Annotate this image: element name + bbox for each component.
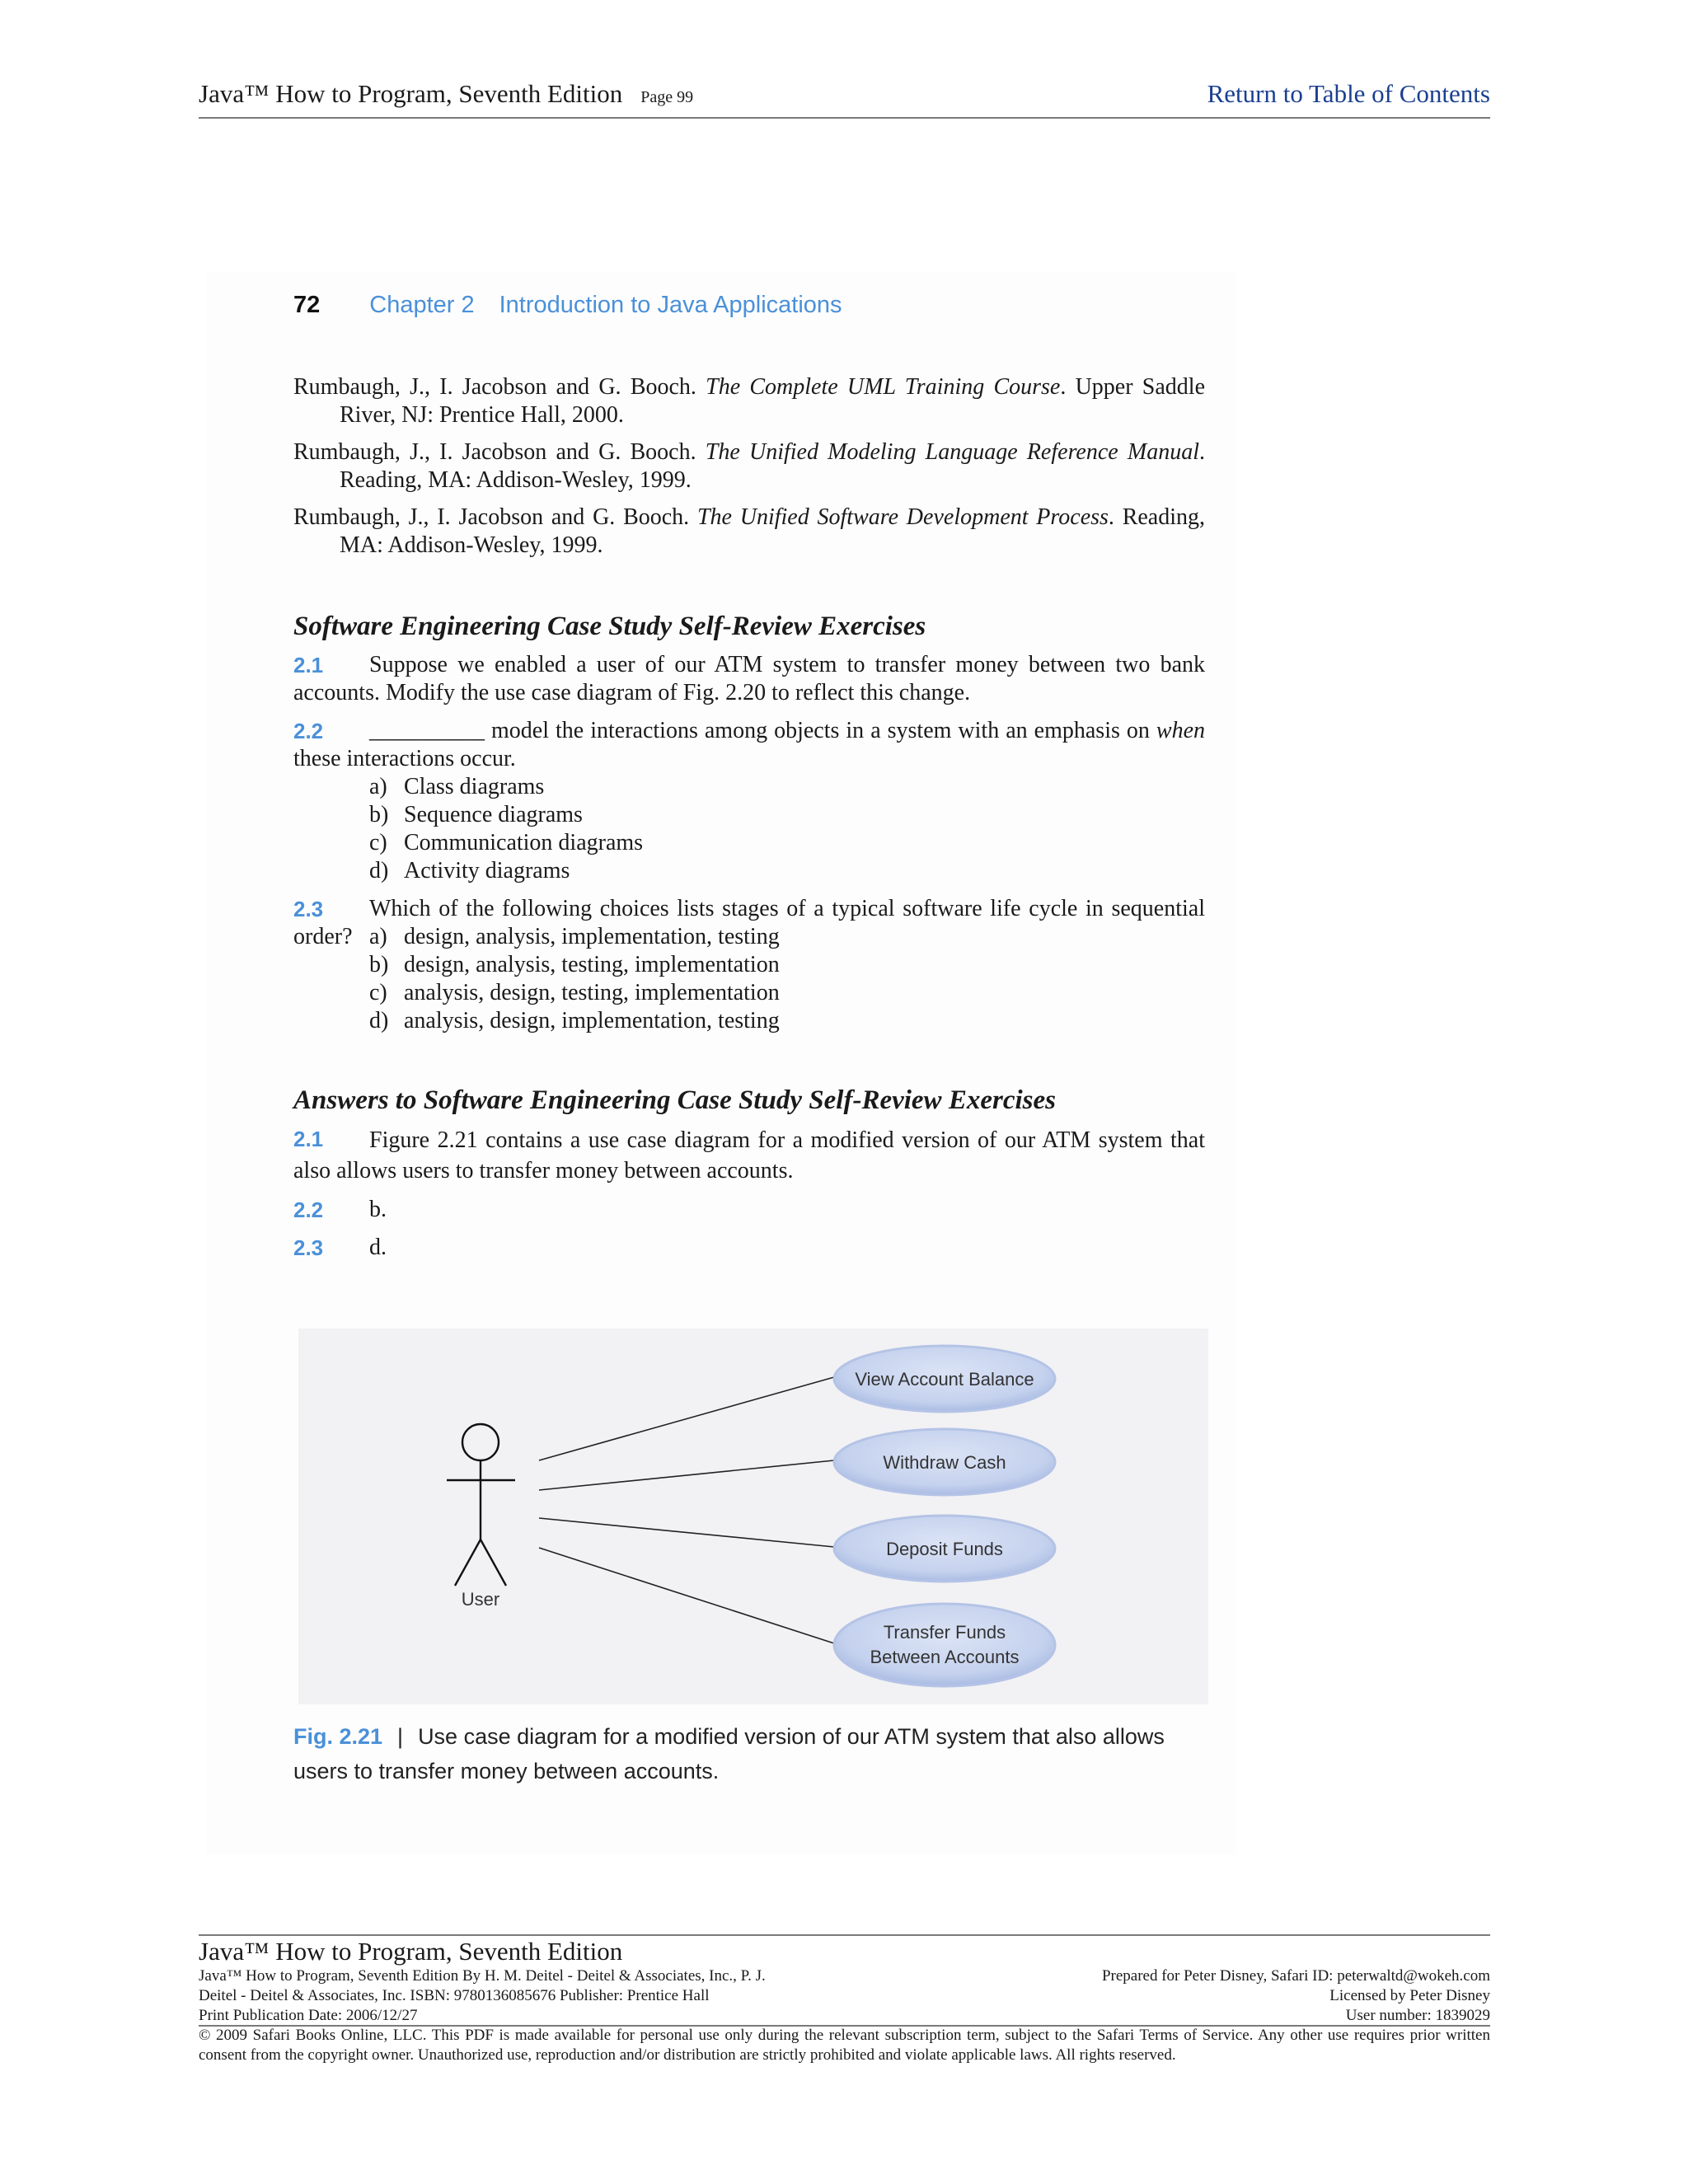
exercise-text: Suppose we enabled a user of our ATM system to transfer money between two bank accounts. Modify the use case diagram of Fig. 2.20 to reflect this change. <box>293 652 1205 705</box>
chapter-number: Chapter 2 <box>369 292 475 318</box>
actor-user-figure <box>447 1424 515 1586</box>
reference-details: . Upper Saddle River, NJ: Prentice Hall, 2000. <box>340 374 1205 428</box>
figure-caption-text: Use case diagram for a modified version of our ATM system that also allows users to transfer money between accounts. <box>293 1724 1165 1783</box>
choice-letter: b) <box>369 802 389 827</box>
answer-text: d. <box>369 1235 387 1260</box>
exercise-number: 2.3 <box>293 897 324 921</box>
footer-license-info: Licensed by Peter Disney <box>1329 1987 1490 2004</box>
reference-details: . Reading, MA: Addison-Wesley, 1999. <box>340 504 1206 558</box>
choice-item <box>369 1007 780 1035</box>
association-line <box>539 1460 834 1490</box>
exercise-text: Which of the following choices lists stages of a typical software life cycle in sequential order? <box>293 896 1205 949</box>
footer-book-info: Print Publication Date: 2006/12/27 <box>199 2007 418 2024</box>
document-title-text: Java™ How to Program, Seventh Edition <box>199 79 623 108</box>
exercise-text-part: these interactions occur. <box>293 746 516 771</box>
use-case-label: Deposit Funds <box>886 1539 1003 1559</box>
choice-text: Activity diagrams <box>404 858 570 883</box>
choice-letter: a) <box>369 774 387 799</box>
document-title <box>199 77 693 114</box>
footer-book-info: Java™ How to Program, Seventh Edition By H. M. Deitel - Deitel & Associates, Inc., P. J. <box>199 1967 766 1985</box>
choice-letter: d) <box>369 858 389 883</box>
choice-letter: c) <box>369 980 387 1005</box>
choice-item <box>369 857 570 885</box>
choice-text: Class diagrams <box>404 774 545 799</box>
chapter-title: Introduction to Java Applications <box>499 292 842 318</box>
answer-text: b. <box>369 1197 387 1222</box>
choice-text: design, analysis, testing, implementation <box>404 952 780 977</box>
answer-number: 2.2 <box>293 1197 324 1222</box>
reference-authors: Rumbaugh, J., I. Jacobson and G. Booch. <box>293 504 697 530</box>
reference-authors: Rumbaugh, J., I. Jacobson and G. Booch. <box>293 439 706 465</box>
answer-number: 2.3 <box>293 1235 324 1260</box>
answer-text: Figure 2.21 contains a use case diagram for a modified version of our ATM system that also allows users to transfer money between accounts. <box>293 1127 1205 1183</box>
reference-title: The Unified Software Development Process <box>696 504 1109 530</box>
choice-text: analysis, design, testing, implementation <box>404 980 780 1005</box>
choice-item <box>369 923 780 951</box>
exercise-number: 2.2 <box>293 719 324 743</box>
choice-item <box>369 951 780 979</box>
choice-letter: a) <box>369 924 387 949</box>
use-case-transfer-funds <box>834 1604 1055 1686</box>
association-line <box>539 1377 834 1460</box>
association-line <box>539 1518 834 1547</box>
reference-title: The Unified Modeling Language Reference Manual <box>705 439 1199 465</box>
choice-text: analysis, design, implementation, testing <box>404 1008 780 1033</box>
reference-item <box>293 373 1205 429</box>
reference-item <box>293 504 1205 560</box>
choice-item <box>369 801 583 829</box>
use-case-deposit-funds <box>834 1516 1055 1582</box>
use-case-withdraw-cash <box>834 1429 1055 1495</box>
answer-number: 2.1 <box>293 1127 324 1151</box>
choice-text: Sequence diagrams <box>404 802 583 827</box>
footer-title: Java™ How to Program, Seventh Edition <box>199 1937 623 1966</box>
footer-copyright: © 2009 Safari Books Online, LLC. This PDF is made available for personal use only during the relevant subscription term, subject to the Safari Terms of Service. Any other use requires prior written consent from the copyright owner. Unauthorized use, reproduction and/or distribution are strictly prohibited and violate applicable laws. All rights reserved. <box>199 2027 1490 2064</box>
toc-link[interactable]: Return to Table of Contents <box>1207 79 1490 108</box>
choice-letter: c) <box>369 830 387 855</box>
actor-label: User <box>461 1589 500 1610</box>
choice-item <box>369 773 544 801</box>
answers-heading: Answers to Software Engineering Case Study Self-Review Exercises <box>293 1085 1056 1115</box>
choice-letter: d) <box>369 1008 389 1033</box>
use-case-diagram-svg <box>298 1329 1208 1704</box>
footer-license-info: Prepared for Peter Disney, Safari ID: peterwaltd@wokeh.com <box>1101 1967 1490 1985</box>
use-case-label-line2: Between Accounts <box>870 1647 1020 1667</box>
book-page-number: 72 <box>293 292 321 318</box>
use-case-label: View Account Balance <box>855 1369 1034 1390</box>
choice-letter: b) <box>369 952 389 977</box>
reference-title: The Complete UML Training Course <box>706 374 1061 400</box>
reference-details: . Reading, MA: Addison-Wesley, 1999. <box>340 439 1205 493</box>
self-review-heading: Software Engineering Case Study Self-Review Exercises <box>293 612 926 641</box>
use-case-label: Withdraw Cash <box>883 1452 1006 1473</box>
choice-item <box>369 979 780 1007</box>
figure-caption <box>293 1719 1205 1788</box>
use-case-label: Transfer Funds <box>883 1622 1006 1643</box>
choice-item <box>369 829 643 857</box>
exercise-text <box>293 717 1205 773</box>
fill-in-blank: __________ <box>369 718 485 743</box>
use-case-diagram <box>298 1329 1208 1704</box>
choice-text: Communication diagrams <box>404 830 644 855</box>
reference-authors: Rumbaugh, J., I. Jacobson and G. Booch. <box>293 374 706 400</box>
caption-separator: | <box>397 1724 404 1749</box>
chapter-header <box>293 288 842 321</box>
footer-license-info: User number: 1839029 <box>1345 2007 1490 2024</box>
document-header <box>199 77 1490 119</box>
page-label: Page 99 <box>640 88 694 106</box>
choice-text: design, analysis, implementation, testing <box>404 924 780 949</box>
use-case-view-balance <box>834 1346 1055 1412</box>
exercise-text-part: model the interactions among objects in a system with an emphasis on <box>485 718 1156 743</box>
exercise-emphasis: when <box>1156 718 1205 743</box>
exercise-number: 2.1 <box>293 653 324 677</box>
reference-item <box>293 438 1205 494</box>
figure-label: Fig. 2.21 <box>293 1724 383 1749</box>
footer-book-info: Deitel - Deitel & Associates, Inc. ISBN: 9780136085676 Publisher: Prentice Hall <box>199 1987 710 2004</box>
association-line <box>539 1548 834 1643</box>
